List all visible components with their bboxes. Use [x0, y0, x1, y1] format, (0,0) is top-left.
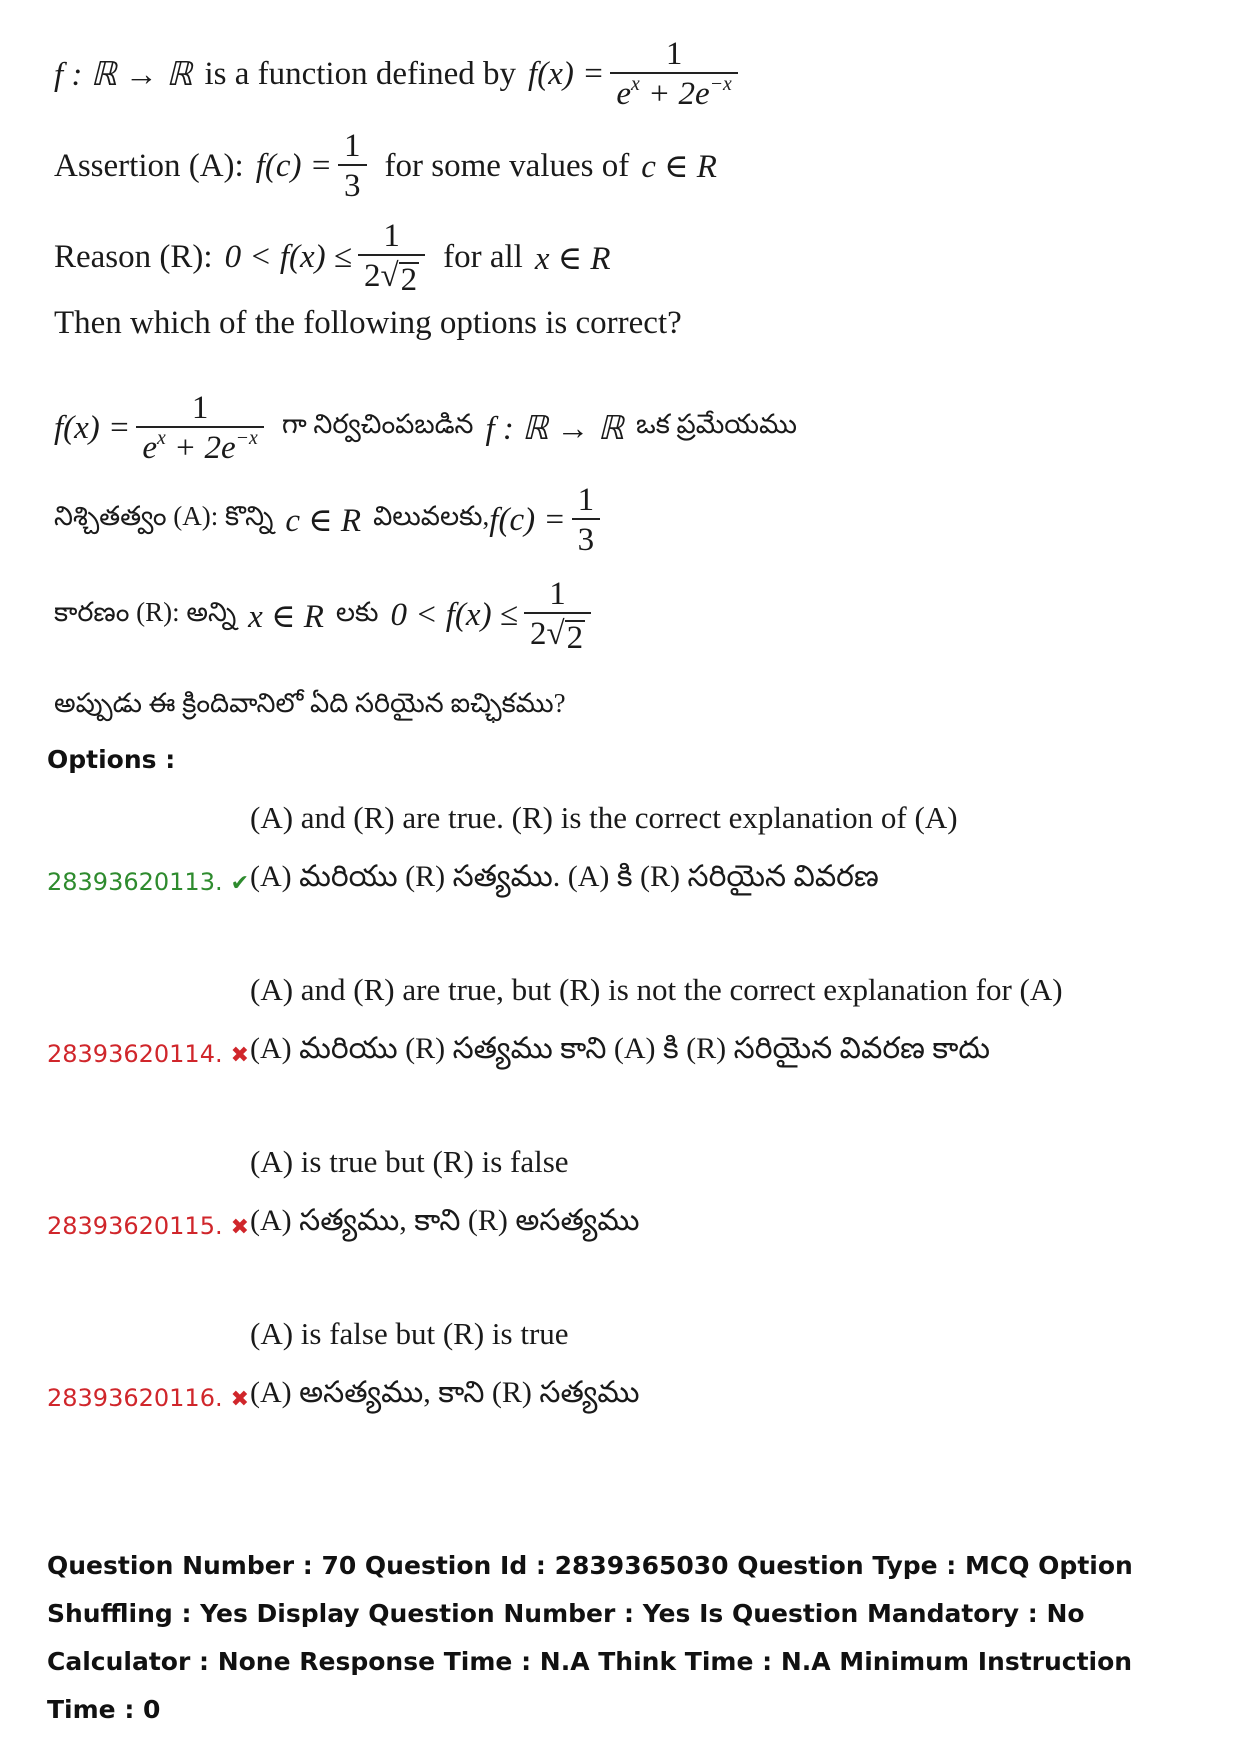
options-label: Options : [47, 745, 176, 774]
fraction-numerator: 1 [665, 36, 683, 72]
option-id: 28393620115. ✖ [47, 1212, 250, 1240]
assertion-fraction: $\frac{1}{3}$ [338, 128, 367, 205]
option-text-te: (A) మరియు (R) సత్యము కాని (A) కి (R) సరియైన వివరణ కాదు [250, 1032, 990, 1065]
option-id: 28393620116. ✖ [47, 1384, 250, 1412]
cross-icon: ✖ [230, 1215, 250, 1240]
option-id: 28393620113. ✔ [47, 868, 250, 896]
reason-fraction: 1 2 √ 2 [358, 218, 425, 297]
reason-en [54, 218, 611, 297]
check-icon: ✔ [230, 871, 250, 896]
assertion-label: Assertion (A): [54, 147, 244, 184]
function-fraction-te: $\frac{1}{e^x + 2e^{-x}}$ [136, 390, 264, 467]
assertion-set: c ∈ R [641, 149, 717, 186]
question-en-definition [54, 36, 744, 113]
option-text-te: (A) మరియు (R) సత్యము. (A) కి (R) సరియైన వివరణ [250, 860, 879, 893]
reason-label: Reason (R): [54, 239, 213, 276]
question-metadata: Question Number : 70 Question Id : 2839365030 Question Type : MCQ Option Shuffling : Yes Display Question Number : Yes Is Question Mandatory : No Calculator : None Response Time : N.A Think Time : N.A Minimum Instruction Time : 0 [47, 1551, 1133, 1724]
cross-icon: ✖ [230, 1043, 250, 1068]
option-text-en: (A) and (R) are true, but (R) is not the correct explanation for (A) [250, 972, 1063, 1007]
domain-expression: f : ℝ → ℝ [54, 57, 193, 94]
function-fraction [610, 36, 738, 113]
reason-set: x ∈ R [534, 240, 611, 277]
definition-text: is a function defined by [204, 55, 517, 92]
reason-lhs: 0 < f(x) ≤ [224, 239, 352, 276]
cross-icon: ✖ [230, 1387, 250, 1412]
fraction-denominator: $e^x + 2e^{-x}$ [610, 72, 738, 112]
reason-tail: for all [443, 239, 523, 276]
assertion-te: నిశ్చితత్వం (A): కొన్ని c ∈ R విలువలకు, f(c) = $\frac{1}{3}$ [54, 482, 606, 559]
option-text-en: (A) is false but (R) is true [250, 1316, 569, 1351]
prompt-en: Then which of the following options is correct? [54, 305, 682, 341]
option-text-en: (A) is true but (R) is false [250, 1144, 569, 1179]
option-text-en: (A) and (R) are true. (R) is the correct explanation of (A) [250, 800, 958, 835]
assertion-en [54, 128, 717, 205]
option-text-te: (A) సత్యము, కాని (R) అసత్యము [250, 1204, 640, 1237]
assertion-tail: for some values of [384, 147, 630, 184]
assertion-lhs: f(c) = [255, 147, 333, 184]
question-te-definition: f(x) = $\frac{1}{e^x + 2e^{-x}}$ గా నిర్వచింపబడిన f : ℝ → ℝ ఒక ప్రమేయము [54, 390, 797, 467]
reason-te: కారణం (R): అన్ని x ∈ R లకు 0 < f(x) ≤ 1 2 √ 2 [54, 576, 597, 655]
prompt-te: అప్పుడు ఈ క్రిందివానిలో ఏది సరియైన ఐచ్ఛికము? [54, 688, 566, 718]
function-lhs: f(x) = [528, 55, 605, 92]
option-text-te: (A) అసత్యము, కాని (R) సత్యము [250, 1376, 640, 1409]
option-id: 28393620114. ✖ [47, 1040, 250, 1068]
